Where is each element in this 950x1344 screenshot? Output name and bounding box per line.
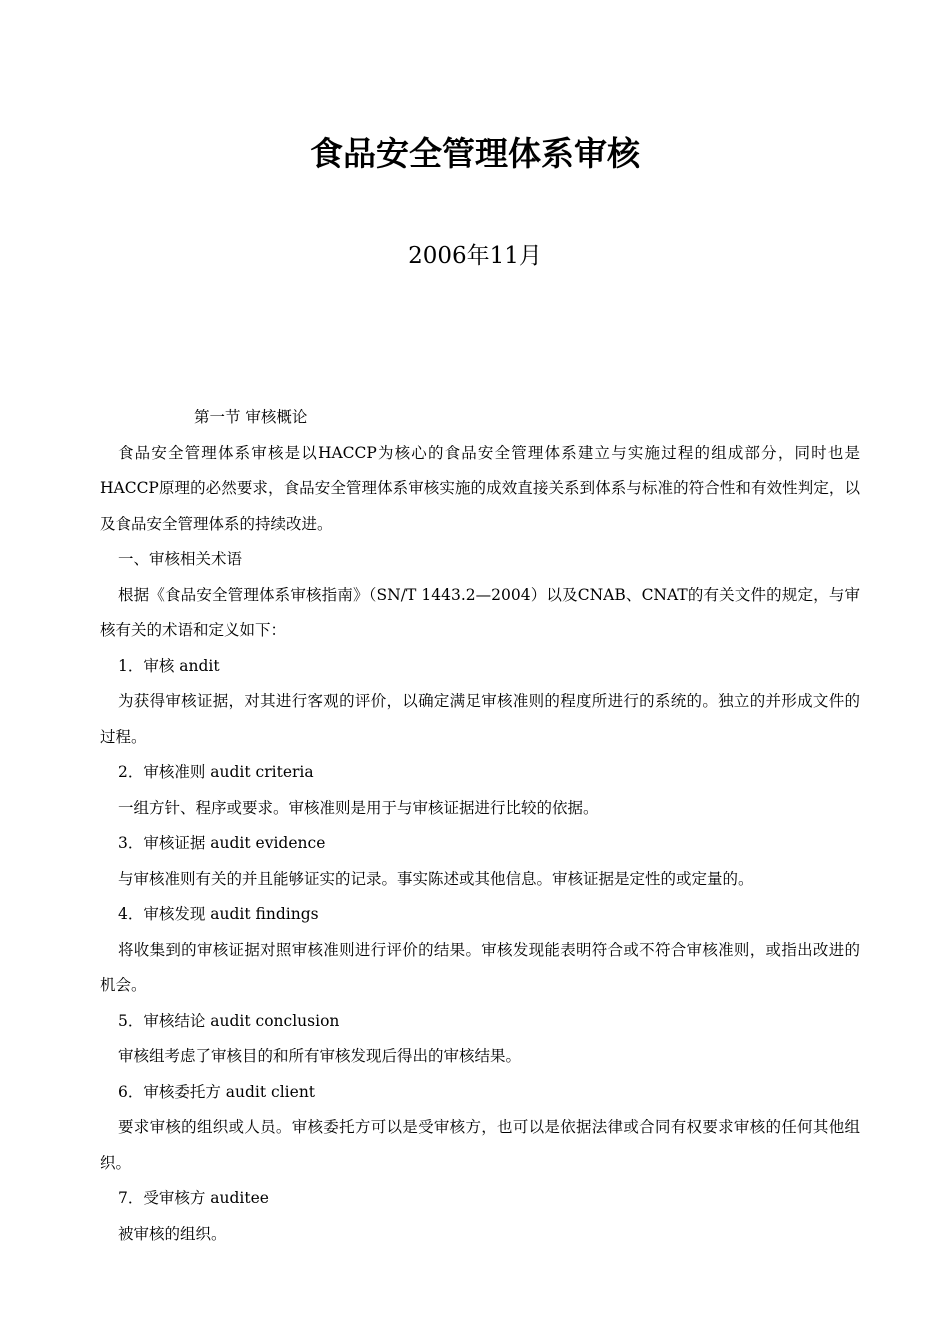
term-heading: 2．审核准则 audit criteria	[118, 763, 314, 781]
term-definition: 审核组考虑了审核目的和所有审核发现后得出的审核结果。	[118, 1047, 522, 1065]
term-definition: 一组方针、程序或要求。审核准则是用于与审核证据进行比较的依据。	[118, 798, 599, 817]
term-heading: 7．受审核方 auditee	[118, 1189, 269, 1207]
term-definition: 与审核准则有关的并且能够证实的记录。事实陈述或其他信息。审核证据是定性的或定量的。	[118, 869, 754, 888]
term-heading: 4．审核发现 audit findings	[118, 905, 319, 923]
document-body	[100, 400, 860, 1252]
intro-paragraph: 食品安全管理体系审核是以HACCP为核心的食品安全管理体系建立与实施过程的组成部分，同时也是HACCP原理的必然要求，食品安全管理体系审核实施的成效直接关系到体系与标准的符合性和有效性判定，以及食品安全管理体系的持续改进。	[100, 443, 860, 533]
term-heading: 5．审核结论 audit conclusion	[118, 1011, 340, 1030]
document-title: 食品安全管理体系审核	[310, 134, 640, 173]
term-heading: 6．审核委托方 audit client	[118, 1082, 316, 1101]
subsection-heading: 一、审核相关术语	[118, 550, 243, 568]
term-definition: 将收集到的审核证据对照审核准则进行评价的结果。审核发现能表明符合或不符合审核准则，或指出改进的机会。	[100, 940, 860, 994]
document-date: 2006年11月	[408, 243, 542, 269]
section-heading: 第一节 审核概论	[194, 408, 308, 426]
term-definition: 要求审核的组织或人员。审核委托方可以是受审核方，也可以是依据法律或合同有权要求审核的任何其他组织。	[100, 1118, 860, 1172]
basis-paragraph: 根据《食品安全管理体系审核指南》（SN/T 1443.2—2004）以及CNAB、CNAT的有关文件的规定，与审核有关的术语和定义如下：	[100, 585, 860, 639]
term-heading: 3．审核证据 audit evidence	[118, 834, 326, 852]
term-definition: 为获得审核证据，对其进行客观的评价，以确定满足审核准则的程度所进行的系统的。独立的并形成文件的过程。	[100, 692, 860, 746]
term-definition: 被审核的组织。	[118, 1224, 227, 1243]
term-heading: 1．审核 andit	[118, 656, 220, 675]
